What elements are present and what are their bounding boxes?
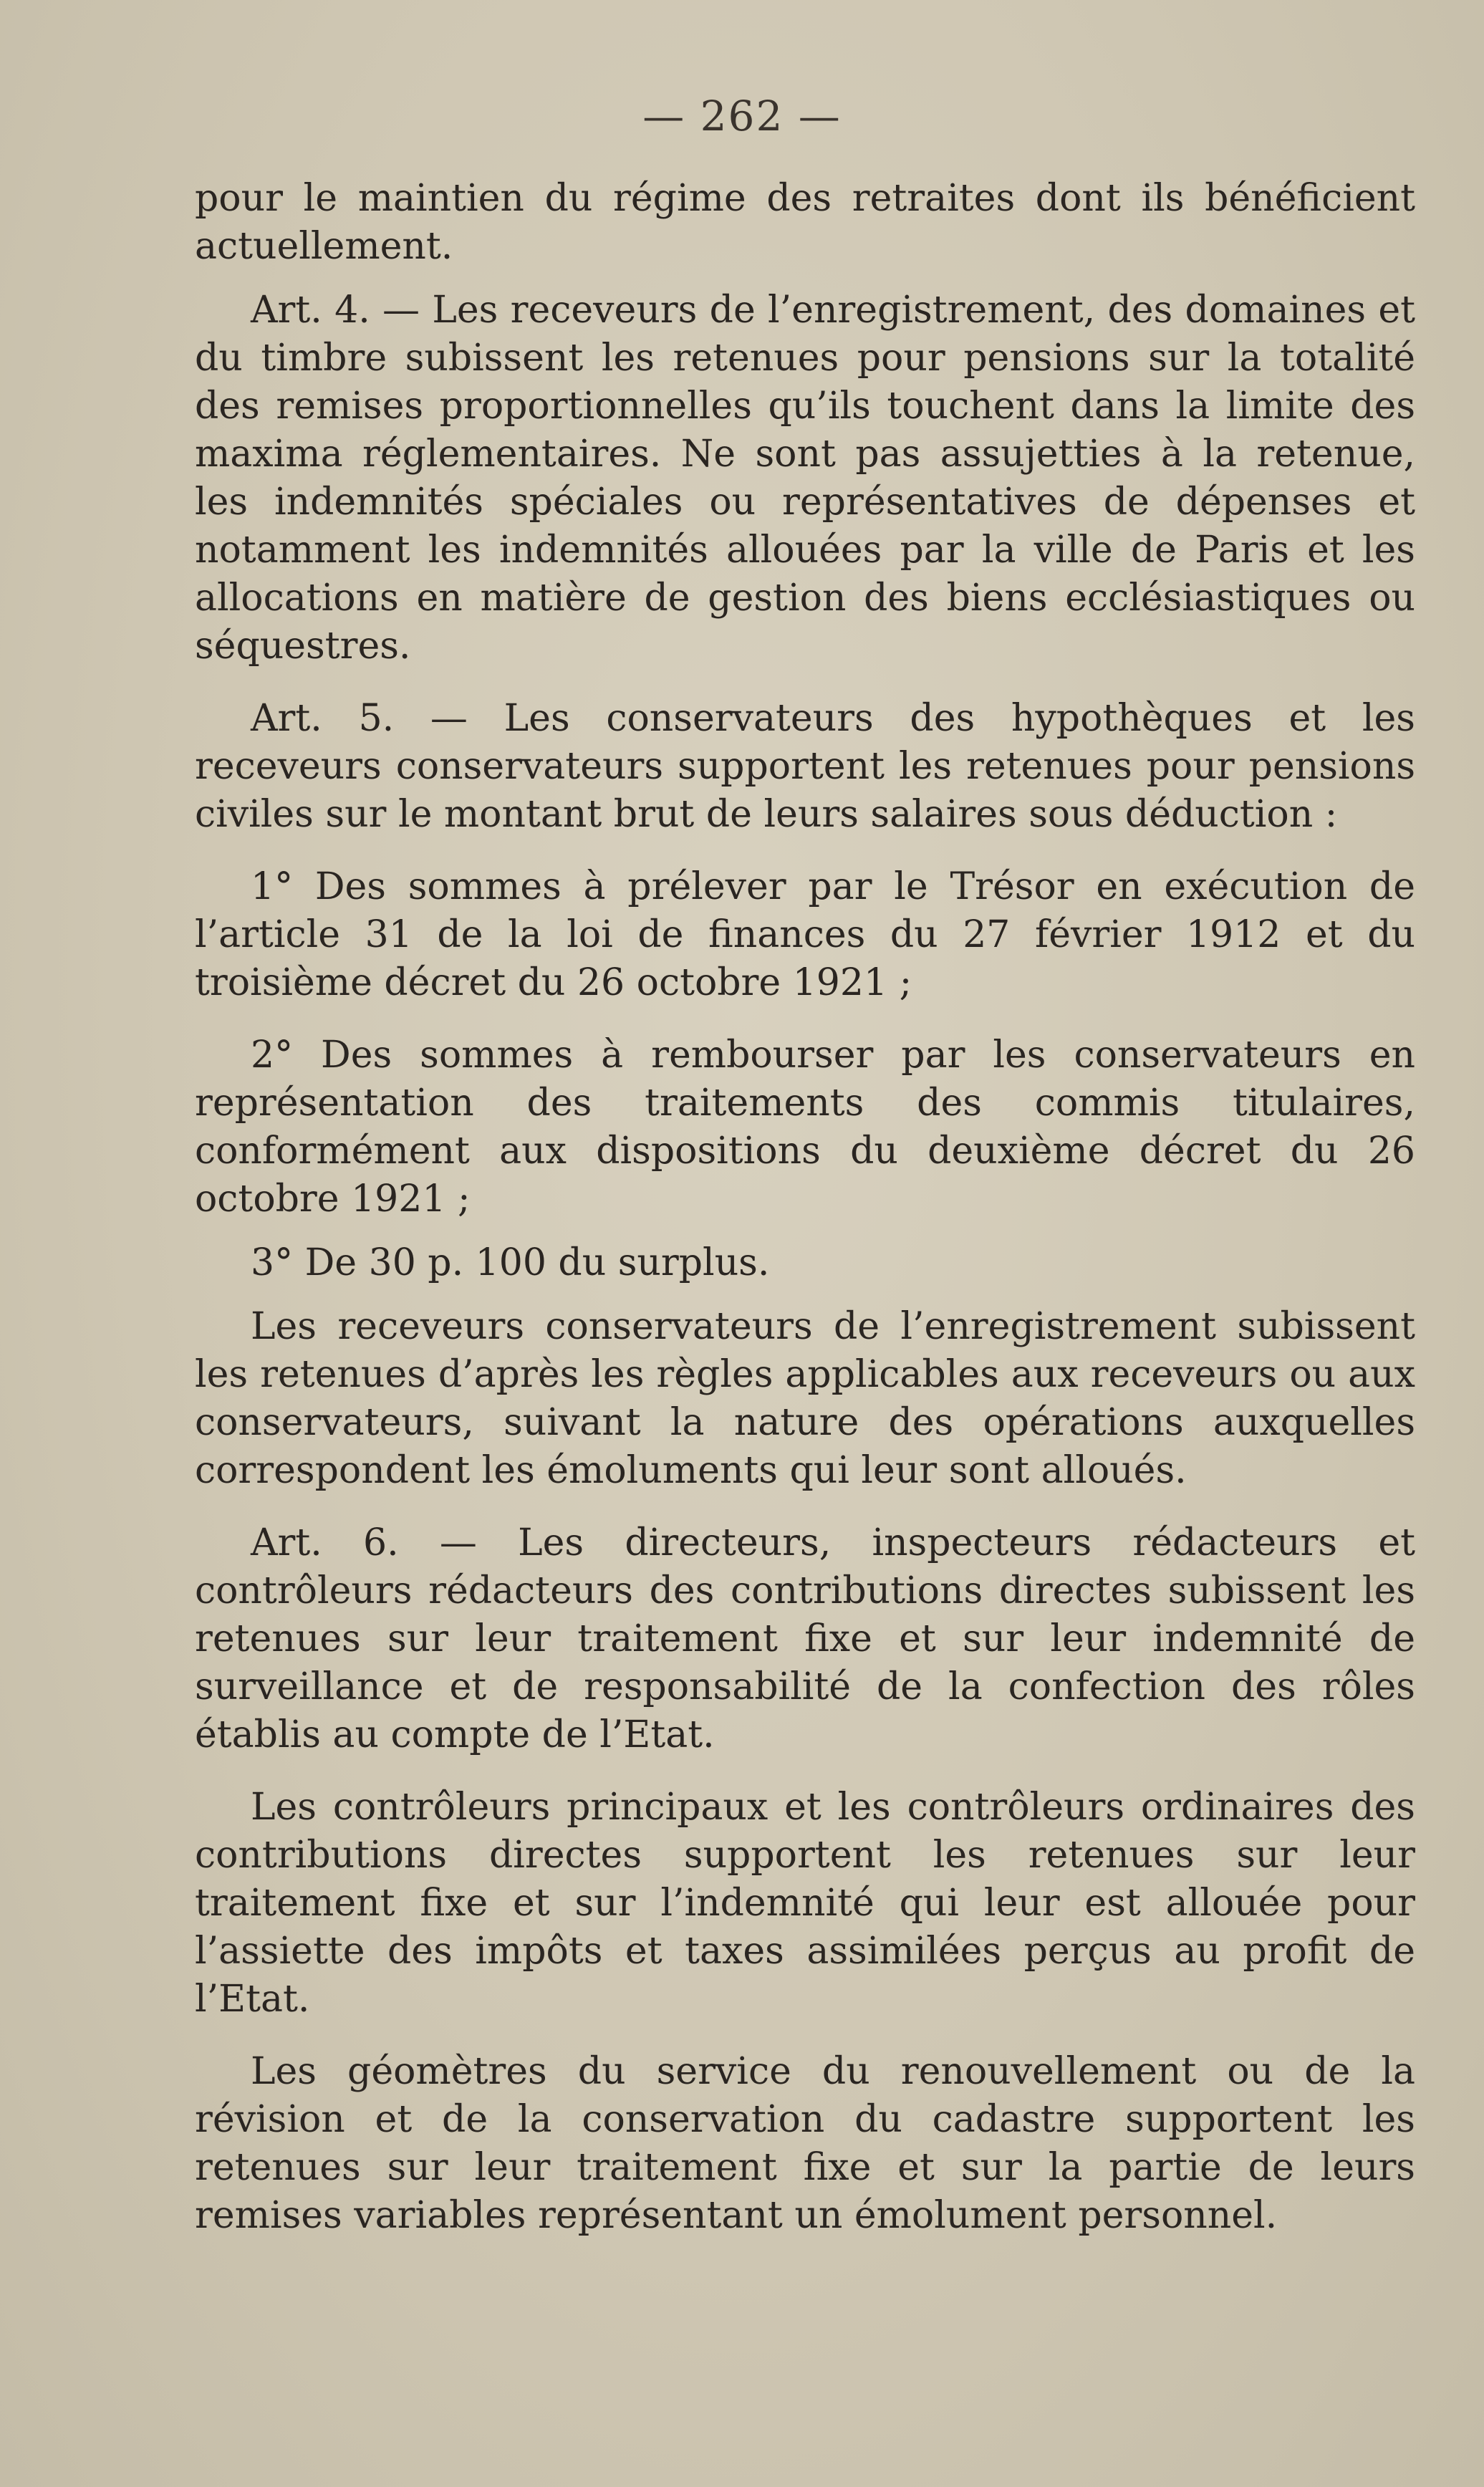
paragraph-geometres: Les géomètres du service du renouvellement ou de la révision et de la conservation du cadastre supportent les retenues sur leur traitement fixe et sur la partie de leurs remises variables représentant un émolument personnel. [195,2050,1415,2237]
paragraph-article-6: Art. 6. — Les directeurs, inspecteurs rédacteurs et contrôleurs rédacteurs des contributions directes subissent les retenues sur leur traitement fixe et sur leur indemnité de surveillance et de responsabilité de la confection des rôles établis au compte de l’Etat. [195,1521,1415,1756]
body-text [195,175,1415,2240]
page-number: — 262 — [642,92,842,140]
paragraph-article-5: Art. 5. — Les conservateurs des hypothèques et les receveurs conservateurs supportent les retenues pour pensions civiles sur le montant brut de leurs salaires sous déduction : [195,697,1415,836]
paragraph-item-3: 3° De 30 p. 100 du surplus. [251,1241,770,1284]
paragraph-item-2: 2° Des sommes à rembourser par les conservateurs en représentation des traitements des commis titulaires, conformément aux dispositions du deuxième décret du 26 octobre 1921 ; [195,1034,1415,1221]
paragraph-controleurs: Les contrôleurs principaux et les contrôleurs ordinaires des contributions directes supportent les retenues sur leur traitement fixe et sur l’indemnité qui leur est allouée pour l’assiette des impôts et taxes assimilées perçus au profit de l’Etat. [195,1786,1415,2021]
paragraph-continuation: pour le maintien du régime des retraites dont ils bénéficient actuellement. [195,177,1415,268]
paragraph-article-4: Art. 4. — Les receveurs de l’enregistrement, des domaines et du timbre subissent les retenues pour pensions sur la totalité des remises proportionnelles qu’ils touchent dans la limite des maxima réglementaires. Ne sont pas assujetties à la retenue, les indemnités spéciales ou représentatives de dépenses et notamment les indemnités allouées par la ville de Paris et les allocations en matière de gestion des biens ecclésiastiques ou séquestres. [195,289,1415,668]
paragraph-item-1: 1° Des sommes à prélever par le Trésor en exécution de l’article 31 de la loi de finances du 27 février 1912 et du troisième décret du 26 octobre 1921 ; [195,865,1415,1004]
paragraph-receveurs-conservateurs: Les receveurs conservateurs de l’enregistrement subissent les retenues d’après les règles applicables aux receveurs ou aux conservateurs, suivant la nature des opérations auxquelles correspondent les émoluments qui leur sont alloués. [195,1305,1415,1492]
